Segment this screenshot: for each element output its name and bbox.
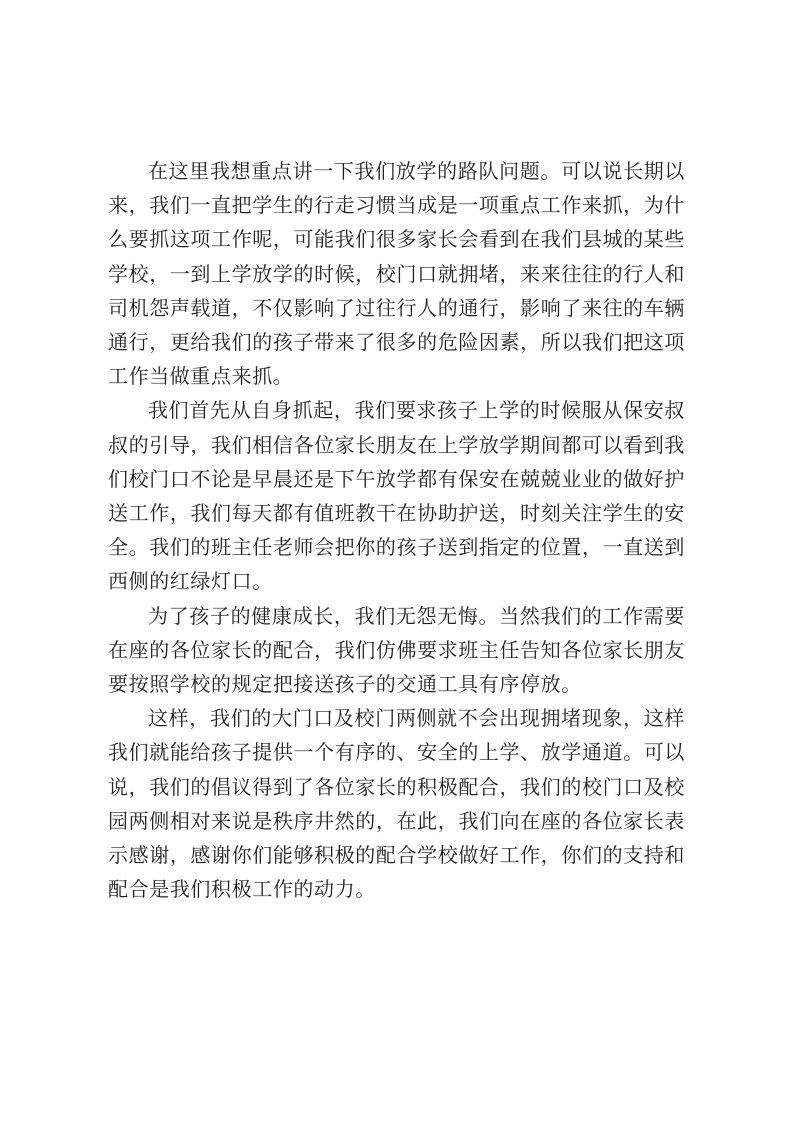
paragraph-1: 在这里我想重点讲一下我们放学的路队问题。可以说长期以来，我们一直把学生的行走习惯当成是一项重点工作来抓，为什么要抓这项工作呢，可能我们很多家长会看到在我们县城的某些学校，一到上学放学的时候，校门口就拥堵，来来往往的行人和司机怨声载道，不仅影响了过往行人的通行，影响了来往的车辆通行，更给我们的孩子带来了很多的危险因素，所以我们把这项工作当做重点来抓。 xyxy=(108,159,685,389)
paragraph-3: 为了孩子的健康成长，我们无怨无悔。当然我们的工作需要在座的各位家长的配合，我们仿佛要求班主任告知各位家长朋友要按照学校的规定把接送孩子的交通工具有序停放。 xyxy=(108,603,685,697)
paragraph-4: 这样，我们的大门口及校门两侧就不会出现拥堵现象，这样我们就能给孩子提供一个有序的、安全的上学、放学通道。可以说，我们的倡议得到了各位家长的积极配合，我们的校门口及校园两侧相对来说是秩序井然的，在此，我们向在座的各位家长表示感谢，感谢你们能够积极的配合学校做好工作，你们的支持和配合是我们积极工作的动力。 xyxy=(108,706,685,902)
paragraph-2: 我们首先从自身抓起，我们要求孩子上学的时候服从保安叔叔的引导，我们相信各位家长朋友在上学放学期间都可以看到我们校门口不论是早晨还是下午放学都有保安在兢兢业业的做好护送工作，我们每天都有值班教干在协助护送，时刻关注学生的安全。我们的班主任老师会把你的孩子送到指定的位置，一直送到西侧的红绿灯口。 xyxy=(108,398,685,594)
document-body xyxy=(108,154,685,906)
